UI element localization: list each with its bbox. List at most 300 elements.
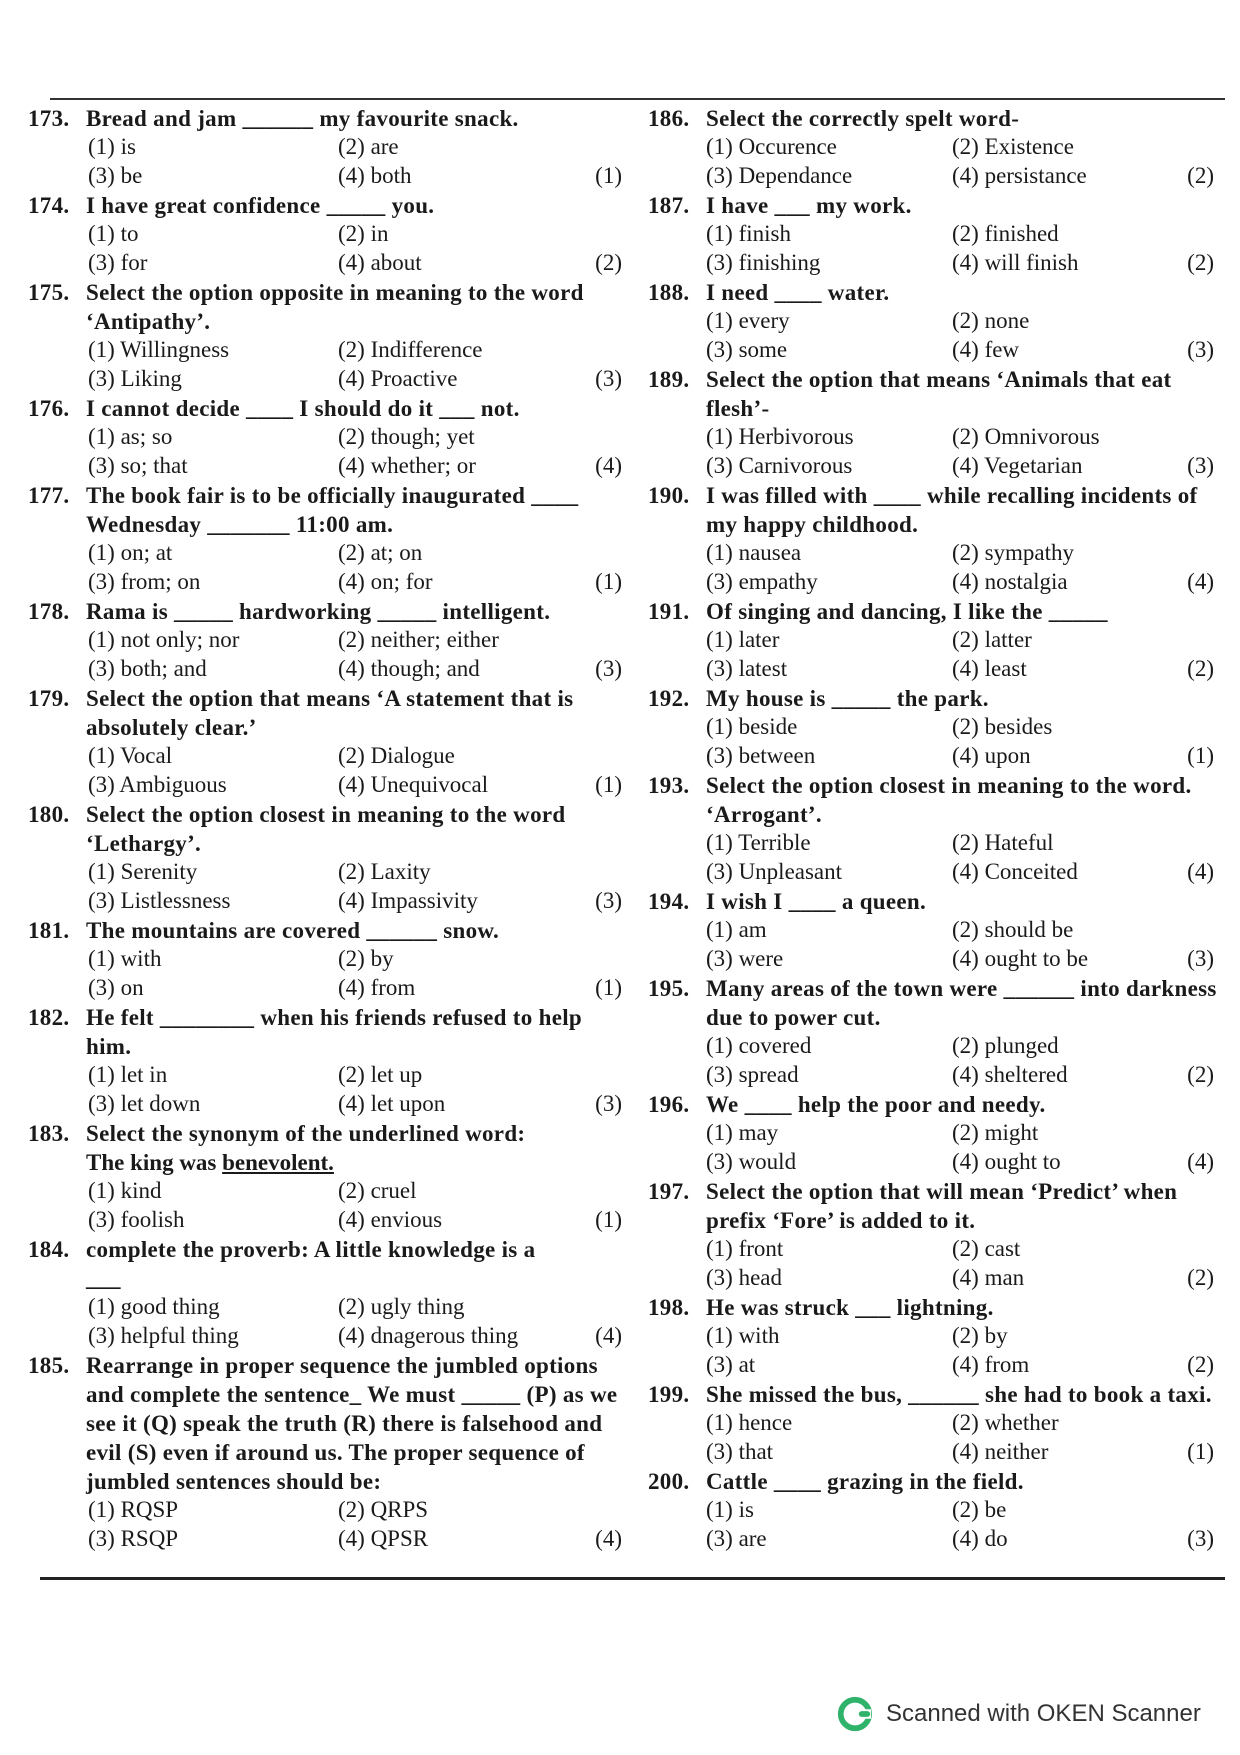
option-1: (1) RQSP: [88, 1497, 179, 1522]
spacer: [1174, 1322, 1220, 1351]
question-number: 184.: [28, 1237, 70, 1262]
question-head: [648, 684, 1220, 713]
question-number: 186.: [648, 106, 690, 131]
option-2: (2) cast: [952, 1236, 1021, 1261]
option-2: (2) ugly thing: [338, 1294, 465, 1319]
left-column: [28, 104, 628, 1554]
options-grid: [648, 220, 1220, 277]
spacer: [1174, 1032, 1220, 1061]
answer-key: (3): [1187, 452, 1214, 478]
bottom-rule: [40, 1577, 1225, 1580]
question-item: [648, 1293, 1220, 1379]
top-rule: [50, 98, 1225, 100]
answer-key: (3): [595, 1090, 622, 1116]
option-3: (3) Ambiguous: [88, 771, 227, 797]
option-3: (3) at: [706, 1351, 756, 1377]
answer-key: (2): [1187, 1264, 1214, 1290]
answer-key: (3): [595, 365, 622, 391]
question-number: 197.: [648, 1179, 690, 1204]
options-grid: [28, 1177, 628, 1234]
option-4: (4) let upon: [338, 1090, 446, 1116]
question-stem: complete the proverb: A little knowledge is a: [86, 1237, 536, 1262]
option-1: (1) Serenity: [88, 859, 198, 884]
question-item: [28, 1003, 628, 1118]
question-stem: He was struck ___ lightning.: [706, 1295, 994, 1320]
question-head: [28, 1003, 628, 1061]
question-number: 196.: [648, 1092, 690, 1117]
options-grid: [28, 1496, 628, 1553]
question-stem: Cattle ____ grazing in the field.: [706, 1469, 1024, 1494]
option-1: (1) to: [88, 221, 139, 246]
question-number: 173.: [28, 106, 70, 131]
option-1: (1) hence: [706, 1410, 793, 1435]
question-number: 175.: [28, 280, 70, 305]
option-4: (4) do: [952, 1525, 1008, 1551]
option-2: (2) though; yet: [338, 424, 475, 449]
option-1: (1) front: [706, 1236, 784, 1261]
question-item: [648, 365, 1220, 480]
answer-key: (3): [1187, 336, 1214, 362]
option-1: (1) is: [706, 1497, 754, 1522]
option-4: (4) envious: [338, 1206, 443, 1232]
option-1: (1) covered: [706, 1033, 812, 1058]
question-item: [648, 481, 1220, 596]
option-3: (3) Liking: [88, 365, 182, 391]
option-2: (2) QRPS: [338, 1497, 429, 1522]
answer-key: (2): [1187, 162, 1214, 188]
option-1: (1) kind: [88, 1178, 162, 1203]
question-head: [648, 887, 1220, 916]
question-item: [648, 278, 1220, 364]
question-item: [648, 974, 1220, 1089]
option-2: (2) by: [338, 946, 394, 971]
option-4: (4) least: [952, 655, 1027, 681]
option-3: (3) spread: [706, 1061, 799, 1087]
spacer: [1174, 220, 1220, 249]
option-3: (3) for: [88, 249, 148, 275]
option-3: (3) Listlessness: [88, 887, 231, 913]
answer-key: (4): [1187, 568, 1214, 594]
question-head: [648, 278, 1220, 307]
option-3: (3) Carnivorous: [706, 452, 853, 478]
option-3: (3) RSQP: [88, 1525, 179, 1551]
options-grid: [28, 626, 628, 683]
option-2: (2) are: [338, 134, 399, 159]
option-2: (2) Laxity: [338, 859, 431, 884]
answer-key: (3): [595, 655, 622, 681]
option-2: (2) plunged: [952, 1033, 1059, 1058]
question-item: [648, 191, 1220, 277]
options-grid: [28, 1061, 628, 1118]
spacer: [1174, 1496, 1220, 1525]
options-grid: [648, 423, 1220, 480]
question-head: [28, 800, 628, 858]
option-2: (2) by: [952, 1323, 1008, 1348]
option-1: (1) on; at: [88, 540, 173, 565]
option-4: (4) Conceited: [952, 858, 1078, 884]
options-grid: [648, 307, 1220, 364]
question-item: [28, 1351, 628, 1553]
question-stem: The book fair is to be officially inaugurated ____ Wednesday _______ 11:00 am.: [86, 483, 579, 537]
options-grid: [28, 858, 628, 915]
question-stem: Rama is _____ hardworking _____ intelligent.: [86, 599, 551, 624]
scanner-watermark: [836, 1695, 1201, 1733]
option-3: (3) so; that: [88, 452, 188, 478]
question-number: 189.: [648, 367, 690, 392]
spacer: [568, 858, 628, 887]
oken-scanner-logo-icon: [836, 1695, 874, 1733]
question-head: [28, 916, 628, 945]
question-number: 181.: [28, 918, 70, 943]
option-1: (1) let in: [88, 1062, 168, 1087]
question-item: [648, 887, 1220, 973]
question-item: [648, 684, 1220, 770]
option-3: (3) on: [88, 974, 144, 1000]
spacer: [568, 945, 628, 974]
option-3: (3) would: [706, 1148, 797, 1174]
answer-key: (4): [595, 452, 622, 478]
option-2: (2) let up: [338, 1062, 423, 1087]
options-grid: [28, 945, 628, 1002]
question-head: [648, 1380, 1220, 1409]
answer-key: (1): [1187, 742, 1214, 768]
spacer: [1174, 1235, 1220, 1264]
options-grid: [648, 1235, 1220, 1292]
spacer: [568, 539, 628, 568]
option-2: (2) besides: [952, 714, 1053, 739]
question-item: [28, 278, 628, 393]
spacer: [1174, 133, 1220, 162]
question-number: 198.: [648, 1295, 690, 1320]
spacer: [1174, 307, 1220, 336]
options-grid: [648, 713, 1220, 770]
question-item: [28, 481, 628, 596]
option-3: (3) were: [706, 945, 784, 971]
question-item: [648, 1467, 1220, 1553]
option-1: (1) Vocal: [88, 743, 173, 768]
question-stem: She missed the bus, ______ she had to book a taxi.: [706, 1382, 1212, 1407]
question-stem: Select the option closest in meaning to the word ‘Lethargy’.: [86, 802, 566, 856]
question-item: [28, 394, 628, 480]
answer-key: (2): [1187, 1351, 1214, 1377]
question-number: 183.: [28, 1121, 70, 1146]
option-4: (4) about: [338, 249, 422, 275]
option-4: (4) few: [952, 336, 1020, 362]
question-item: [648, 1380, 1220, 1466]
spacer: [1174, 423, 1220, 452]
option-4: (4) neither: [952, 1438, 1049, 1464]
option-2: (2) be: [952, 1497, 1007, 1522]
spacer: [568, 1061, 628, 1090]
option-1: (1) Willingness: [88, 337, 230, 362]
question-number: 182.: [28, 1005, 70, 1030]
option-1: (1) am: [706, 917, 767, 942]
spacer: [1174, 626, 1220, 655]
question-item: [28, 191, 628, 277]
question-head: [28, 191, 628, 220]
option-1: (1) with: [706, 1323, 780, 1348]
question-head: [28, 597, 628, 626]
question-head: [648, 1293, 1220, 1322]
option-4: (4) Vegetarian: [952, 452, 1083, 478]
question-blank: ___: [86, 1266, 121, 1291]
question-item: [28, 800, 628, 915]
answer-key: (4): [595, 1322, 622, 1348]
question-number: 195.: [648, 976, 690, 1001]
question-stem: Select the option that means ‘A statement that is absolutely clear.’: [86, 686, 574, 740]
options-grid: [28, 742, 628, 799]
question-head: [28, 1119, 628, 1148]
option-4: (4) from: [338, 974, 416, 1000]
spacer: [568, 1177, 628, 1206]
option-3: (3) latest: [706, 655, 788, 681]
question-stem: Select the option that means ‘Animals that eat flesh’-: [706, 367, 1172, 421]
spacer: [1174, 916, 1220, 945]
question-stem: Select the option that will mean ‘Predict’ when prefix ‘Fore’ is added to it.: [706, 1179, 1178, 1233]
answer-key: (1): [595, 162, 622, 188]
option-1: (1) nausea: [706, 540, 802, 565]
option-4: (4) ought to: [952, 1148, 1061, 1174]
question-head: [648, 104, 1220, 133]
question-head: [648, 1177, 1220, 1235]
question-item: [28, 916, 628, 1002]
spacer: [1174, 829, 1220, 858]
question-head: [648, 771, 1220, 829]
spacer: [1174, 713, 1220, 742]
question-stem: I have great confidence _____ you.: [86, 193, 435, 218]
answer-key: (3): [1187, 945, 1214, 971]
option-4: (4) on; for: [338, 568, 433, 594]
option-3: (3) foolish: [88, 1206, 185, 1232]
question-stem: Select the correctly spelt word-: [706, 106, 1020, 131]
option-4: (4) dnagerous thing: [338, 1322, 519, 1348]
answer-key: (4): [595, 1525, 622, 1551]
option-1: (1) beside: [706, 714, 798, 739]
question-head: [28, 278, 628, 336]
spacer: [568, 336, 628, 365]
question-stem: I have ___ my work.: [706, 193, 912, 218]
answer-key: (2): [1187, 1061, 1214, 1087]
question-head: [28, 104, 628, 133]
question-stem: I was filled with ____ while recalling incidents of my happy childhood.: [706, 483, 1198, 537]
options-grid: [28, 336, 628, 393]
underlined-word: benevolent.: [222, 1150, 334, 1175]
spacer: [568, 1293, 628, 1322]
spacer: [1174, 539, 1220, 568]
question-head: [28, 394, 628, 423]
option-4: (4) QPSR: [338, 1525, 429, 1551]
option-2: (2) sympathy: [952, 540, 1075, 565]
option-2: (2) whether: [952, 1410, 1059, 1435]
option-2: (2) Dialogue: [338, 743, 455, 768]
question-stem: He felt ________ when his friends refused to help him.: [86, 1005, 582, 1059]
option-3: (3) that: [706, 1438, 774, 1464]
option-1: (1) good thing: [88, 1294, 220, 1319]
question-item: [648, 1090, 1220, 1176]
question-number: 194.: [648, 889, 690, 914]
question-stem: I wish I ____ a queen.: [706, 889, 927, 914]
option-2: (2) should be: [952, 917, 1074, 942]
scanner-text: Scanned with OKEN Scanner: [886, 1700, 1201, 1727]
question-number: 176.: [28, 396, 70, 421]
option-4: (4) whether; or: [338, 452, 476, 478]
option-1: (1) may: [706, 1120, 779, 1145]
answer-key: (1): [595, 771, 622, 797]
spacer: [568, 220, 628, 249]
question-number: 191.: [648, 599, 690, 624]
sentence-text: The king was: [86, 1150, 223, 1175]
options-grid: [648, 916, 1220, 973]
question-item: [648, 771, 1220, 886]
question-stem: Select the option closest in meaning to the word. ‘Arrogant’.: [706, 773, 1192, 827]
question-number: 187.: [648, 193, 690, 218]
option-2: (2) Existence: [952, 134, 1074, 159]
option-3: (3) Dependance: [706, 162, 853, 188]
question-head: [28, 1235, 628, 1264]
option-3: (3) head: [706, 1264, 782, 1290]
option-3: (3) let down: [88, 1090, 201, 1116]
question-stem: My house is _____ the park.: [706, 686, 989, 711]
question-number: 188.: [648, 280, 690, 305]
option-4: (4) though; and: [338, 655, 480, 681]
spacer: [1174, 1409, 1220, 1438]
options-grid: [648, 1496, 1220, 1553]
option-1: (1) Herbivorous: [706, 424, 854, 449]
question-item: [28, 104, 628, 190]
question-number: 174.: [28, 193, 70, 218]
answer-key: (1): [1187, 1438, 1214, 1464]
question-head: [648, 1467, 1220, 1496]
answer-key: (2): [1187, 249, 1214, 275]
option-4: (4) sheltered: [952, 1061, 1068, 1087]
question-item: [28, 597, 628, 683]
option-2: (2) none: [952, 308, 1030, 333]
spacer: [568, 1496, 628, 1525]
option-2: (2) Hateful: [952, 830, 1054, 855]
option-1: (1) later: [706, 627, 780, 652]
right-column: [648, 104, 1220, 1554]
option-1: (1) Terrible: [706, 830, 811, 855]
question-item: [28, 684, 628, 799]
option-2: (2) in: [338, 221, 389, 246]
question-stem: Bread and jam ______ my favourite snack.: [86, 106, 519, 131]
question-head: [648, 597, 1220, 626]
option-4: (4) persistance: [952, 162, 1087, 188]
question-item: [648, 1177, 1220, 1292]
question-item: [28, 1119, 628, 1234]
option-2: (2) at; on: [338, 540, 423, 565]
question-stem: Select the synonym of the underlined word:: [86, 1121, 526, 1146]
question-head: [28, 1351, 628, 1496]
answer-key: (1): [595, 568, 622, 594]
question-stem: I cannot decide ____ I should do it ___ not.: [86, 396, 520, 421]
spacer: [568, 626, 628, 655]
option-2: (2) cruel: [338, 1178, 417, 1203]
question-number: 200.: [648, 1469, 690, 1494]
question-number: 179.: [28, 686, 70, 711]
question-head: [648, 974, 1220, 1032]
option-2: (2) latter: [952, 627, 1032, 652]
options-grid: [648, 1322, 1220, 1379]
spacer: [568, 423, 628, 452]
option-3: (3) be: [88, 162, 143, 188]
options-grid: [28, 539, 628, 596]
question-stem: Of singing and dancing, I like the _____: [706, 599, 1108, 624]
options-grid: [28, 423, 628, 480]
question-head: [648, 191, 1220, 220]
option-3: (3) are: [706, 1525, 767, 1551]
option-3: (3) both; and: [88, 655, 207, 681]
answer-key: (4): [1187, 1148, 1214, 1174]
option-4: (4) Proactive: [338, 365, 458, 391]
option-3: (3) between: [706, 742, 816, 768]
option-4: (4) both: [338, 162, 412, 188]
question-number: 190.: [648, 483, 690, 508]
question-stem: I need ____ water.: [706, 280, 890, 305]
question-number: 178.: [28, 599, 70, 624]
option-1: (1) finish: [706, 221, 791, 246]
option-4: (4) upon: [952, 742, 1031, 768]
answer-key: (2): [595, 249, 622, 275]
option-3: (3) helpful thing: [88, 1322, 239, 1348]
spacer: [568, 133, 628, 162]
options-grid: [648, 626, 1220, 683]
answer-key: (4): [1187, 858, 1214, 884]
question-stem: We ____ help the poor and needy.: [706, 1092, 1046, 1117]
answer-key: (3): [595, 887, 622, 913]
question-head: [28, 481, 628, 539]
question-head: [648, 365, 1220, 423]
option-2: (2) Indifference: [338, 337, 483, 362]
option-4: (4) from: [952, 1351, 1030, 1377]
option-2: (2) neither; either: [338, 627, 499, 652]
option-3: (3) empathy: [706, 568, 818, 594]
option-1: (1) is: [88, 134, 136, 159]
option-4: (4) ought to be: [952, 945, 1089, 971]
question-head: [28, 684, 628, 742]
question-stem: Many areas of the town were ______ into darkness due to power cut.: [706, 976, 1217, 1030]
question-item: [28, 1235, 628, 1350]
option-1: (1) every: [706, 308, 790, 333]
options-grid: [28, 133, 628, 190]
option-3: (3) some: [706, 336, 788, 362]
question-head: [648, 481, 1220, 539]
question-stem: The mountains are covered ______ snow.: [86, 918, 500, 943]
option-1: (1) not only; nor: [88, 627, 240, 652]
option-1: (1) as; so: [88, 424, 173, 449]
question-number: 185.: [28, 1353, 70, 1378]
answer-key: (2): [1187, 655, 1214, 681]
option-4: (4) will finish: [952, 249, 1079, 275]
options-grid: [648, 1032, 1220, 1089]
options-grid: [648, 133, 1220, 190]
answer-key: (1): [595, 974, 622, 1000]
question-number: 177.: [28, 483, 70, 508]
spacer: [1174, 1119, 1220, 1148]
question-number: 192.: [648, 686, 690, 711]
question-head: [648, 1090, 1220, 1119]
question-stem: Select the option opposite in meaning to the word ‘Antipathy’.: [86, 280, 584, 334]
option-4: (4) Impassivity: [338, 887, 478, 913]
option-3: (3) from; on: [88, 568, 201, 594]
question-item: [648, 104, 1220, 190]
option-4: (4) nostalgia: [952, 568, 1068, 594]
options-grid: [28, 1293, 628, 1350]
options-grid: [648, 1119, 1220, 1176]
spacer: [568, 742, 628, 771]
option-2: (2) Omnivorous: [952, 424, 1100, 449]
options-grid: [648, 539, 1220, 596]
